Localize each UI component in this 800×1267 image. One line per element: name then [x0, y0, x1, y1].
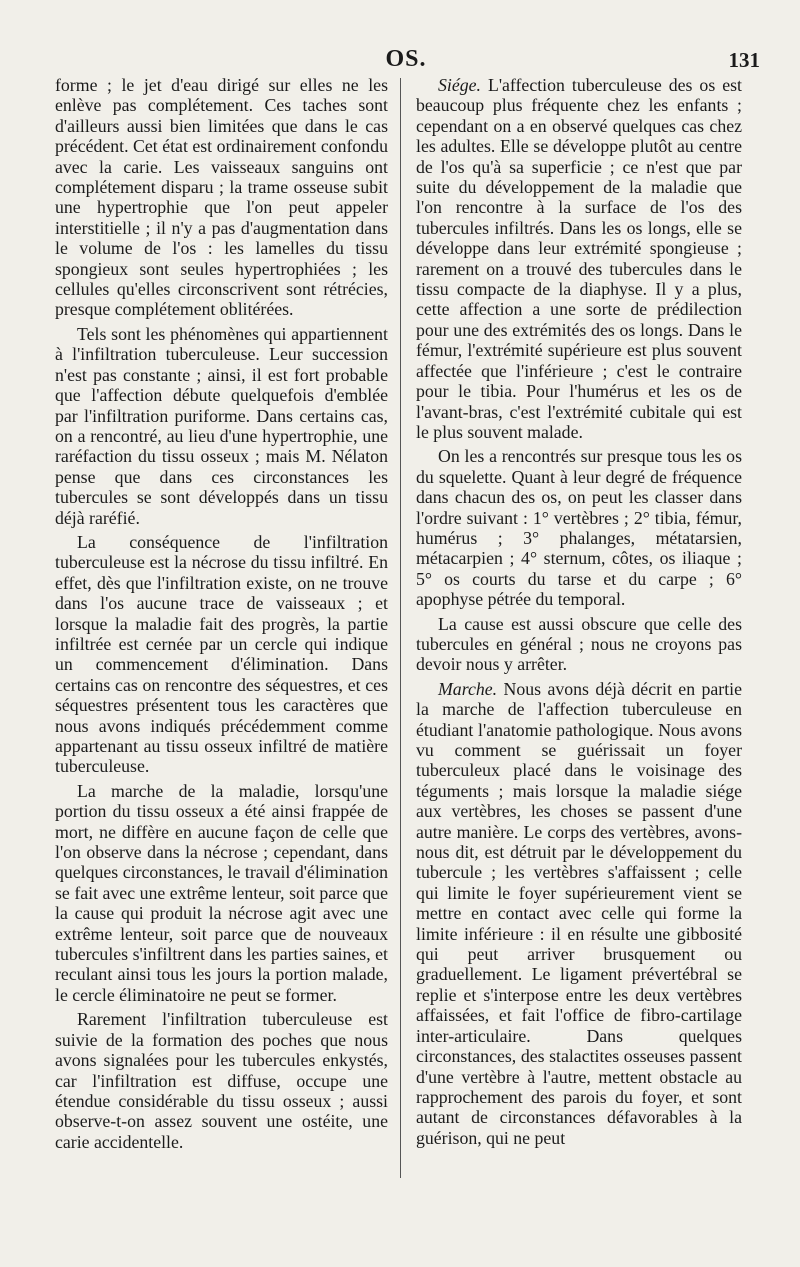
paragraph: Tels sont les phénomènes qui appartiennent à l'infiltration tuberculeuse. Leur succession n'est pas constante ; ainsi, il est fort probable que l'affection débute quelquefois d'emblée par l'infiltration puriforme. Dans certains cas, on a rencontré, au lieu d'une hypertrophie, une raréfaction du tissu osseux ; mais M. Nélaton pense que dans ces circonstances les tubercules se sont développés dans un tissu déjà raréfié.	[55, 323, 388, 528]
running-head: OS.	[385, 46, 427, 72]
paragraph	[416, 679, 742, 1148]
paragraph-text: Nous avons déjà décrit en partie la marche de l'affection tuberculeuse en étudiant l'anatomie pathologique. Nous avons vu comment se guérissait un foyer tuberculeux placé dans le voisinage des téguments ; mais lorsque la maladie siége aux vertèbres, les choses se passent d'une autre manière. Le corps des vertèbres, avons-nous dit, est détruit par le développement du tubercule ; les vertèbres s'affaissent ; celle qui limite le foyer supérieurement vient se mettre en contact avec celle qui forme la limite inférieure : il en résulte une gibbosité qui peut arriver brusquement ou graduellement. Le ligament prévertébral se replie et s'interpose entre les deux vertèbres affaissées, et fait l'office de fibro-cartilage inter-articulaire. Dans quelques circonstances, des stalactites osseuses passent d'une vertèbre à l'autre, mettent obstacle au rapprochement des parois du foyer, et sont autant de circonstances défavorables à la guérison, qui ne peut	[416, 678, 742, 1148]
paragraph: La conséquence de l'infiltration tuberculeuse est la nécrose du tissu infiltré. En effet, dès que l'infiltration existe, on ne trouve dans l'os aucune trace de vaisseaux ; et lorsque la maladie fait des progrès, la partie infiltrée est cernée par un cercle qui indique un commencement d'élimination. Dans certains cas on rencontre des séquestres, et ces séquestres présentent tous les caractères que nous avons indiqués précédemment comme appartenant au tissu osseux infiltré de matière tuberculeuse.	[55, 531, 388, 777]
paragraph: Rarement l'infiltration tuberculeuse est suivie de la formation des poches que nous avons signalées pour les tubercules enkystés, car l'infiltration est diffuse, occupe une étendue considérable du tissu osseux ; aussi observe-t-on assez souvent une ostéite, une carie accidentelle.	[55, 1009, 388, 1152]
paragraph: forme ; le jet d'eau dirigé sur elles ne les enlève pas complétement. Ces taches sont d'ailleurs aussi bien limitées que dans le cas précédent. Cet état est ordinairement confondu avec la carie. Les vaisseaux sanguins ont complétement disparu ; la trame osseuse subit une hypertrophie que l'on peut appeler interstitielle ; il n'y a pas d'augmentation dans le volume de l'os : les lamelles du tissu spongieux sont seules hypertrophiées ; les cellules qu'elles circonscrivent sont rétrécies, presque complétement oblitérées.	[55, 75, 388, 320]
section-lead: Marche.	[438, 678, 498, 699]
paragraph-text: L'affection tuberculeuse des os est beaucoup plus fréquente chez les enfants ; cependant on a en observé quelques cas chez les adultes. Elle se développe plutôt au centre de l'os qu'à sa superficie ; ce n'est que par suite du développement de la maladie que l'on rencontre à la surface de l'os des tubercules infiltrés. Dans les os longs, elle se développe dans leur extrémité spongieuse ; rarement on a trouvé des tubercules dans le tissu compacte de la diaphyse. Il y a plus, cette affection a une sorte de prédilection pour une des extrémités des os longs. Dans le fémur, l'extrémité supérieure est plus souvent affectée que l'inférieure ; c'est le contraire pour le tibia. Pour l'humérus et les os de l'avant-bras, c'est l'extrémité cubitale qui est le plus souvent malade.	[416, 75, 742, 442]
paragraph	[416, 446, 742, 609]
left-column	[55, 75, 388, 1156]
right-column	[416, 75, 742, 1152]
paragraph	[416, 75, 742, 442]
paragraph	[416, 614, 742, 675]
paragraph-text: La cause est aussi obscure que celle des tubercules en général ; nous ne croyons pas devoir nous y arrêter.	[416, 613, 742, 675]
paragraph: La marche de la maladie, lorsqu'une portion du tissu osseux a été ainsi frappée de mort, ne diffère en aucune façon de celle que l'on observe dans la nécrose ; cependant, dans quelques circonstances, le travail d'élimination se fait avec une extrême lenteur, soit parce que la cause qui produit la nécrose agit avec une extrême lenteur, soit parce que de nouveaux tubercules s'infiltrent dans les parties saines, et reculant ainsi tous les jours la portion malade, le cercle éliminatoire ne peut se former.	[55, 780, 388, 1005]
page-number: 131	[728, 48, 760, 72]
section-lead: Siége.	[438, 75, 481, 95]
page-header	[52, 46, 760, 76]
column-divider	[400, 78, 401, 1178]
paragraph-text: On les a rencontrés sur presque tous les os du squelette. Quant à leur degré de fréquence dans chacun des os, on peut les classer dans l'ordre suivant : 1° vertèbres ; 2° tibia, fémur, humérus ; 3° phalanges, métatarsien, métacarpien ; 4° sternum, côtes, os iliaque ; 5° os courts du tarse et du carpe ; 6° apophyse pétrée du temporal.	[416, 446, 742, 610]
